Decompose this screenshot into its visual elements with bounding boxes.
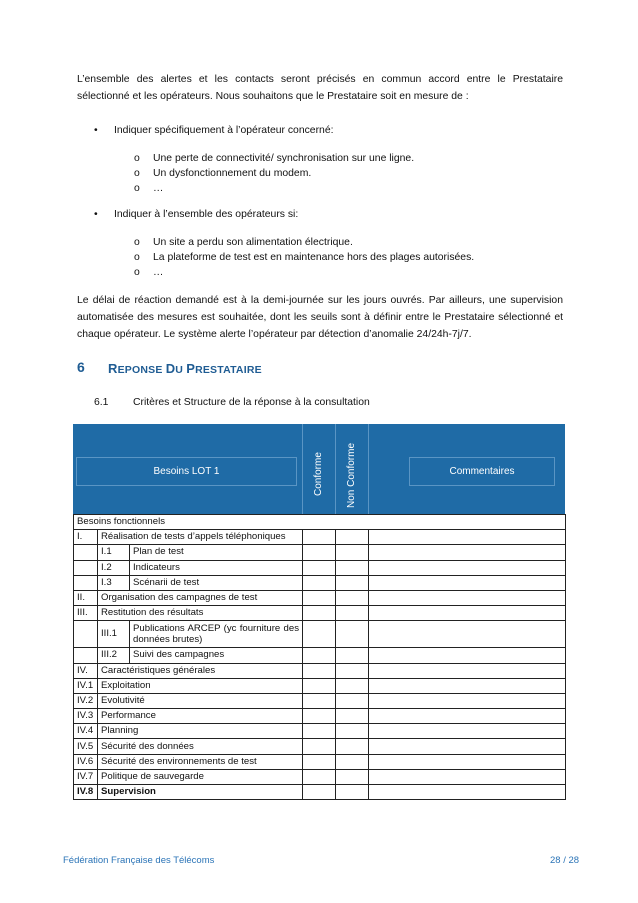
row-label: Supervision (98, 785, 303, 800)
bullet-label: Indiquer spécifiquement à l’opérateur concerné: (114, 125, 334, 136)
table-row (74, 621, 566, 648)
commentaires-cell[interactable] (369, 678, 566, 693)
row-label: Sécurité des données (98, 739, 303, 754)
conforme-cell[interactable] (303, 590, 336, 605)
row-label: Sécurité des environnements de test (98, 754, 303, 769)
circle-bullet-icon: o (134, 153, 140, 164)
row-label: Plan de test (130, 545, 303, 560)
non-conforme-cell[interactable] (336, 724, 369, 739)
header-conforme: Conforme (313, 452, 324, 496)
table-row (74, 663, 566, 678)
row-label: Restitution des résultats (98, 606, 303, 621)
row-label: Organisation des campagnes de test (98, 590, 303, 605)
commentaires-cell[interactable] (369, 724, 566, 739)
sub-item-text: La plateforme de test est en maintenance hors des plages autorisées. (153, 252, 475, 263)
conforme-cell[interactable] (303, 621, 336, 648)
row-indent (74, 575, 98, 590)
bullet-dot-icon: • (94, 125, 98, 136)
conforme-cell[interactable] (303, 754, 336, 769)
commentaires-cell[interactable] (369, 648, 566, 663)
table-row (74, 769, 566, 784)
row-number: IV.6 (74, 754, 98, 769)
header-besoins: Besoins LOT 1 (76, 457, 297, 486)
commentaires-cell[interactable] (369, 545, 566, 560)
non-conforme-cell[interactable] (336, 678, 369, 693)
row-label: Indicateurs (130, 560, 303, 575)
commentaires-cell[interactable] (369, 769, 566, 784)
row-label: Exploitation (98, 678, 303, 693)
bullet-label: Indiquer à l’ensemble des opérateurs si: (114, 209, 299, 220)
row-label: Evolutivité (98, 693, 303, 708)
conforme-cell[interactable] (303, 530, 336, 545)
non-conforme-cell[interactable] (336, 545, 369, 560)
section-title: REPONSE DU PRESTATAIRE (108, 361, 262, 376)
conforme-cell[interactable] (303, 724, 336, 739)
footer-page-number: 28 / 28 (550, 855, 580, 866)
row-number: IV.3 (74, 709, 98, 724)
section-number: 6 (77, 359, 85, 375)
bullet-dot-icon: • (94, 209, 98, 220)
header-non-conforme: Non Conforme (346, 442, 357, 508)
circle-bullet-icon: o (134, 252, 140, 263)
table-row (74, 575, 566, 590)
row-number: IV.4 (74, 724, 98, 739)
row-number: IV. (74, 663, 98, 678)
commentaires-cell[interactable] (369, 606, 566, 621)
commentaires-cell[interactable] (369, 530, 566, 545)
row-sub-number: III.2 (98, 648, 130, 663)
non-conforme-cell[interactable] (336, 621, 369, 648)
commentaires-cell[interactable] (369, 621, 566, 648)
non-conforme-cell[interactable] (336, 709, 369, 724)
row-number: I. (74, 530, 98, 545)
sub-item-text: … (153, 183, 164, 194)
sub-item-text: Une perte de connectivité/ synchronisation sur une ligne. (153, 153, 415, 164)
conforme-cell[interactable] (303, 693, 336, 708)
commentaires-cell[interactable] (369, 575, 566, 590)
subsection-number: 6.1 (94, 397, 109, 408)
conforme-cell[interactable] (303, 575, 336, 590)
row-indent (74, 621, 98, 648)
row-number: IV.1 (74, 678, 98, 693)
conforme-cell[interactable] (303, 739, 336, 754)
table-row (74, 530, 566, 545)
row-sub-number: I.2 (98, 560, 130, 575)
table-row (74, 545, 566, 560)
table-row (74, 754, 566, 769)
row-sub-number: I.1 (98, 545, 130, 560)
table-row (74, 724, 566, 739)
conforme-cell[interactable] (303, 648, 336, 663)
table-row (74, 606, 566, 621)
delay-paragraph: Le délai de réaction demandé est à la demi-journée sur les jours ouvrés. Par ailleurs, une supervision automatisée des mesures est souhaitée, dont les seuils sont à définir entre le Prestataire sélectionné et chaque opérateur. Le système alerte l’opérateur par détection d’anomalie 24/24h-7j/7. (77, 295, 563, 340)
row-label: Caractéristiques générales (98, 663, 303, 678)
table-row (74, 785, 566, 800)
commentaires-cell[interactable] (369, 709, 566, 724)
non-conforme-cell[interactable] (336, 590, 369, 605)
sub-item-text: Un dysfonctionnement du modem. (153, 168, 312, 179)
row-number: IV.7 (74, 769, 98, 784)
row-label: Réalisation de tests d’appels téléphoniques (98, 530, 303, 545)
table-row (74, 590, 566, 605)
row-indent (74, 648, 98, 663)
row-label: Planning (98, 724, 303, 739)
non-conforme-cell[interactable] (336, 663, 369, 678)
table-row (74, 739, 566, 754)
row-sub-number: I.3 (98, 575, 130, 590)
row-label: Scénarii de test (130, 575, 303, 590)
conforme-cell[interactable] (303, 678, 336, 693)
conforme-cell[interactable] (303, 769, 336, 784)
row-number: IV.2 (74, 693, 98, 708)
non-conforme-cell[interactable] (336, 785, 369, 800)
circle-bullet-icon: o (134, 237, 140, 248)
row-label: Politique de sauvegarde (98, 769, 303, 784)
table-row (74, 648, 566, 663)
table-header (73, 424, 565, 514)
row-sub-number: III.1 (98, 621, 130, 648)
row-indent (74, 545, 98, 560)
circle-bullet-icon: o (134, 168, 140, 179)
table-row (74, 693, 566, 708)
intro-paragraph: L’ensemble des alertes et les contacts seront précisés en commun accord entre le Prestataire sélectionné et les opérateurs. Nous souhaitons que le Prestataire soit en mesure de : (77, 74, 563, 102)
table-row (74, 560, 566, 575)
non-conforme-cell[interactable] (336, 769, 369, 784)
commentaires-cell[interactable] (369, 739, 566, 754)
table-section-row (74, 515, 566, 530)
requirements-table (73, 514, 566, 800)
conforme-cell[interactable] (303, 663, 336, 678)
commentaires-cell[interactable] (369, 663, 566, 678)
row-indent (74, 560, 98, 575)
header-commentaires: Commentaires (409, 457, 555, 486)
sub-item-text: Un site a perdu son alimentation électrique. (153, 237, 353, 248)
row-number: IV.5 (74, 739, 98, 754)
row-number: IV.8 (74, 785, 98, 800)
non-conforme-cell[interactable] (336, 693, 369, 708)
footer-organization: Fédération Française des Télécoms (63, 855, 215, 866)
non-conforme-cell[interactable] (336, 606, 369, 621)
row-number: III. (74, 606, 98, 621)
non-conforme-cell[interactable] (336, 648, 369, 663)
commentaires-cell[interactable] (369, 590, 566, 605)
non-conforme-cell[interactable] (336, 575, 369, 590)
table-row (74, 709, 566, 724)
non-conforme-cell[interactable] (336, 739, 369, 754)
row-label: Publications ARCEP (yc fourniture des données brutes) (130, 621, 303, 648)
conforme-cell[interactable] (303, 545, 336, 560)
subsection-title: Critères et Structure de la réponse à la consultation (133, 397, 370, 408)
circle-bullet-icon: o (134, 183, 140, 194)
row-number: II. (74, 590, 98, 605)
circle-bullet-icon: o (134, 267, 140, 278)
conforme-cell[interactable] (303, 560, 336, 575)
commentaires-cell[interactable] (369, 785, 566, 800)
commentaires-cell[interactable] (369, 693, 566, 708)
conforme-cell[interactable] (303, 606, 336, 621)
sub-item-text: … (153, 267, 164, 278)
conforme-cell[interactable] (303, 709, 336, 724)
non-conforme-cell[interactable] (336, 530, 369, 545)
non-conforme-cell[interactable] (336, 560, 369, 575)
row-label: Performance (98, 709, 303, 724)
section-label: Besoins fonctionnels (74, 515, 566, 530)
commentaires-cell[interactable] (369, 754, 566, 769)
conforme-cell[interactable] (303, 785, 336, 800)
row-label: Suivi des campagnes (130, 648, 303, 663)
commentaires-cell[interactable] (369, 560, 566, 575)
non-conforme-cell[interactable] (336, 754, 369, 769)
table-row (74, 678, 566, 693)
